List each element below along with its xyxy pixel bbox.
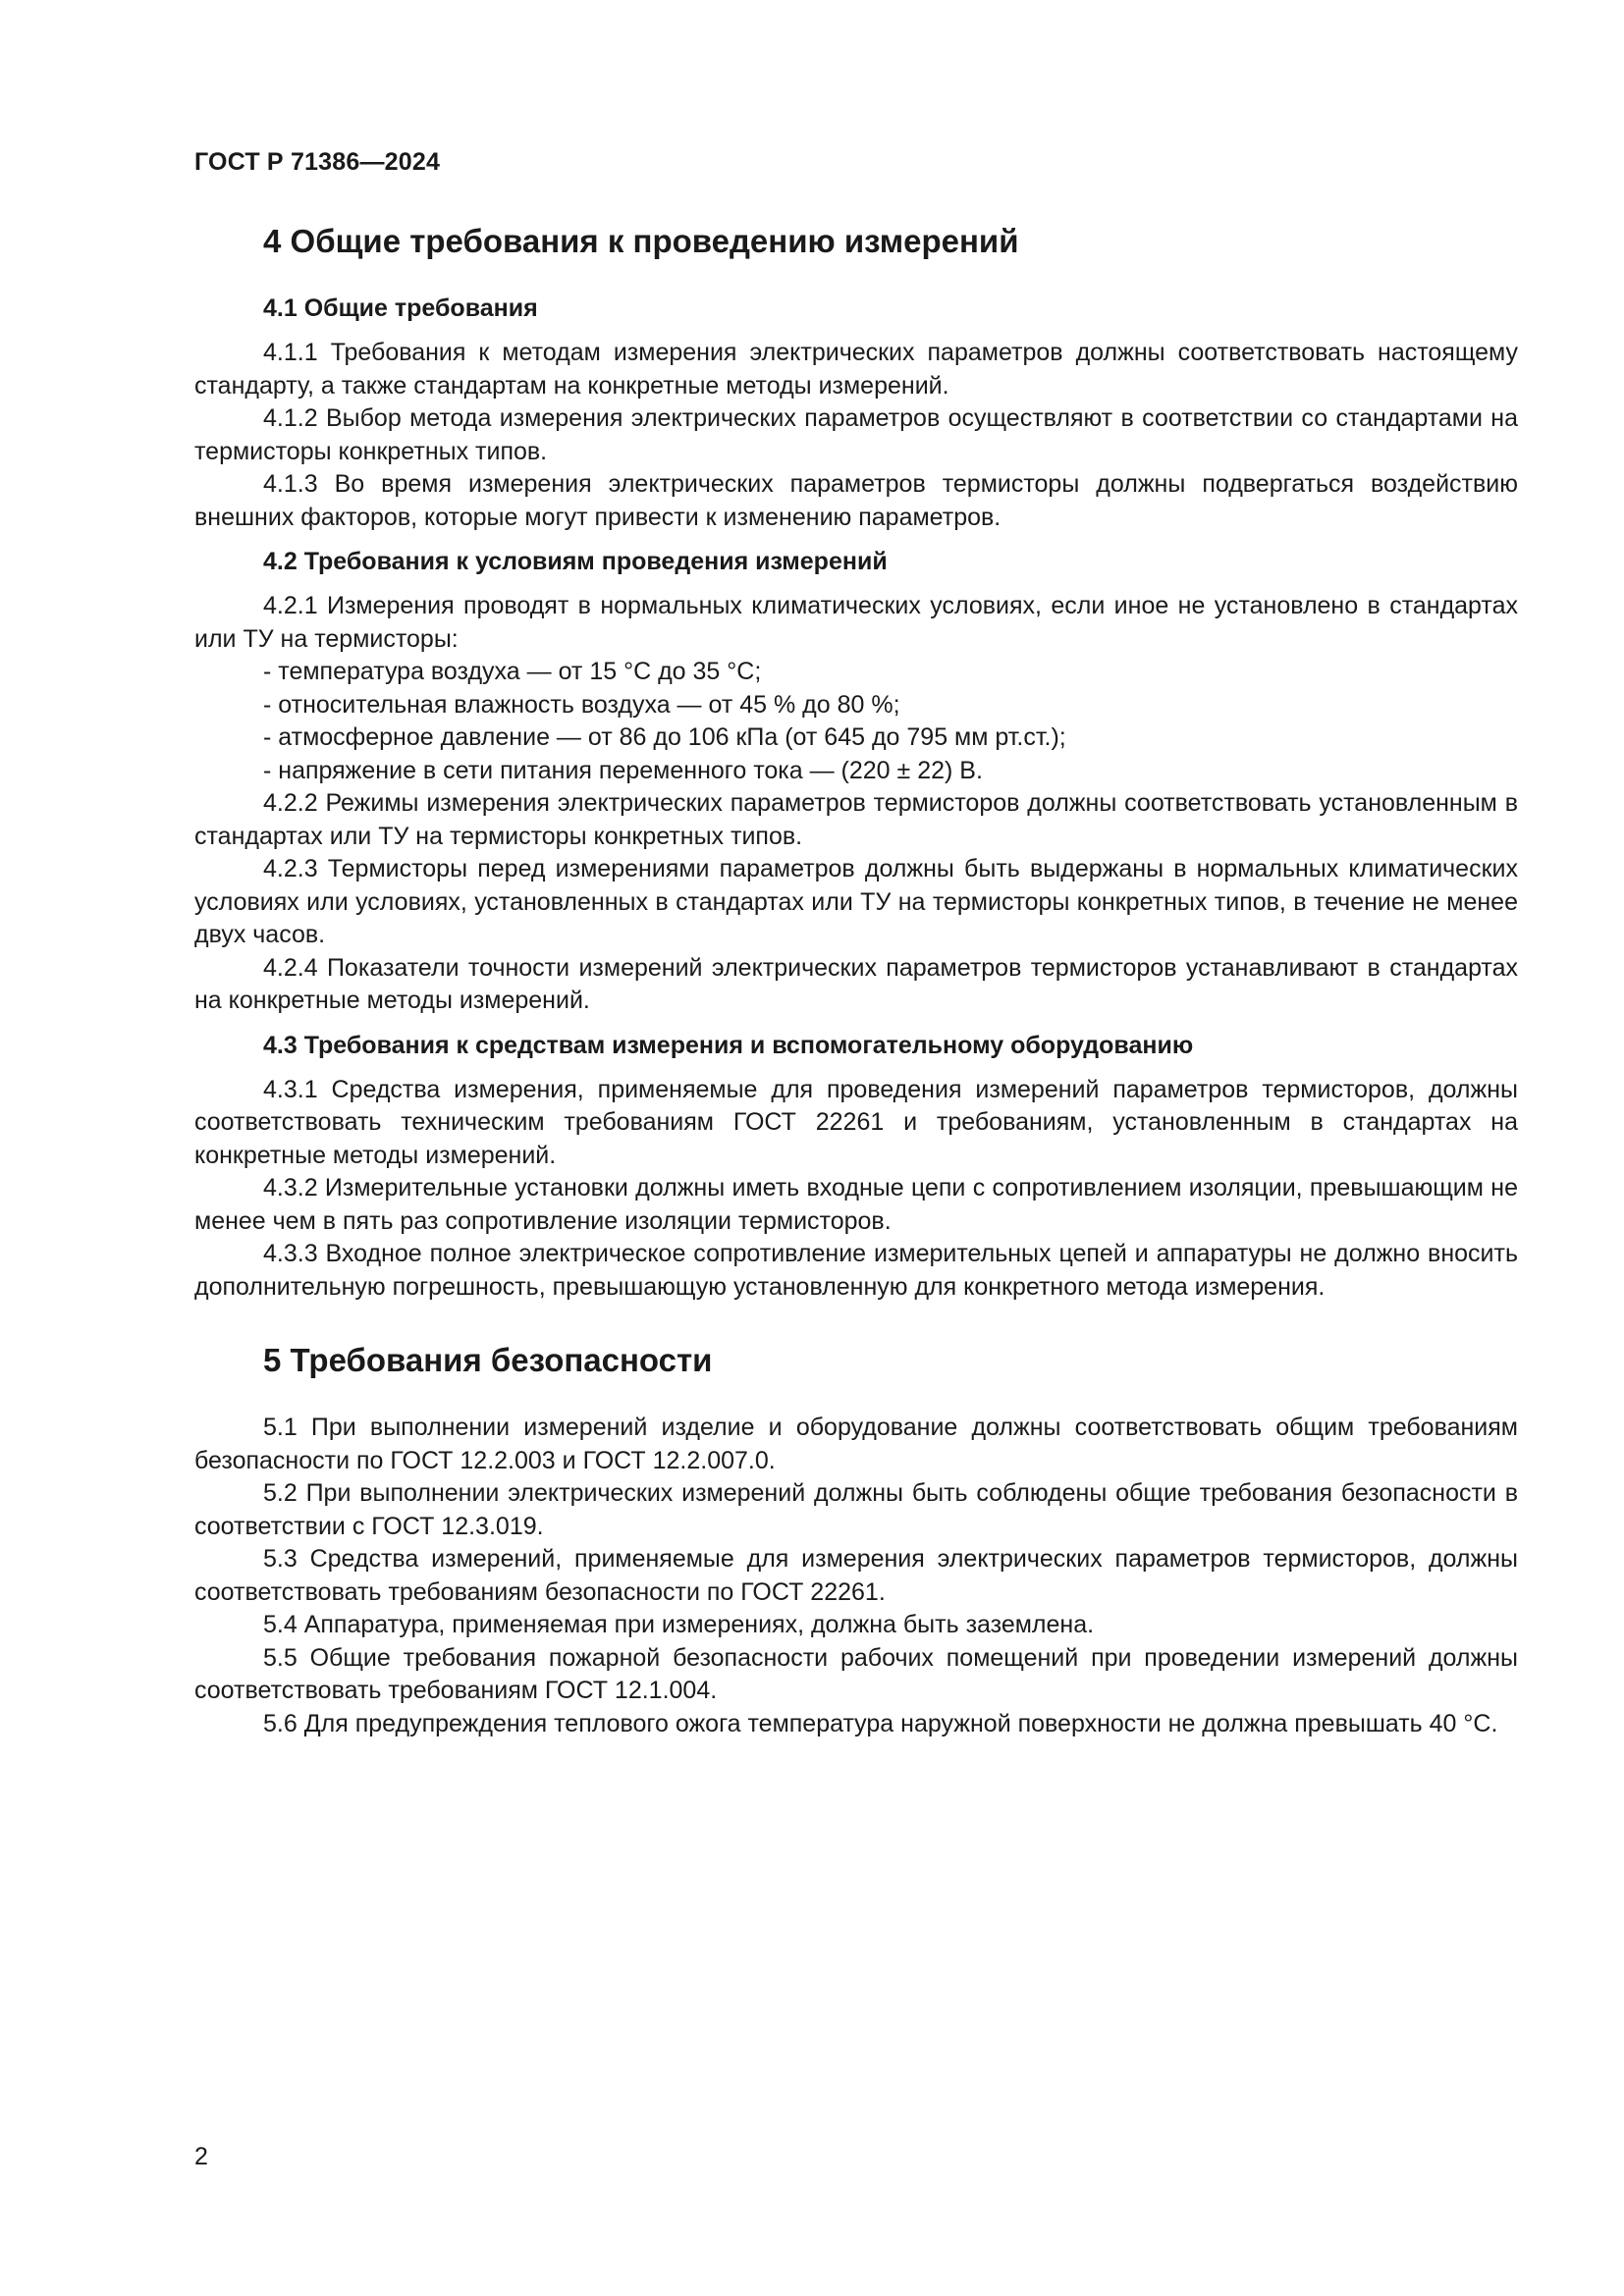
page-content — [194, 222, 1518, 1740]
paragraph-5-5: 5.5 Общие требования пожарной безопасности рабочих помещений при проведении измерений должны соответствовать требованиям ГОСТ 12.1.004. — [194, 1643, 1518, 1704]
paragraph-5-1: 5.1 При выполнении измерений изделие и оборудование должны соответствовать общим требованиям безопасности по ГОСТ 12.2.003 и ГОСТ 12.2.007.0. — [194, 1414, 1518, 1474]
section-5-heading: 5 Требования безопасности — [263, 1342, 713, 1378]
section-4-heading: 4 Общие требования к проведению измерений — [263, 223, 1019, 259]
paragraph-5-6: 5.6 Для предупреждения теплового ожога температура наружной поверхности не должна превышать 40 °С. — [263, 1709, 1498, 1737]
paragraph-4-3-2: 4.3.2 Измерительные установки должны иметь входные цепи с сопротивлением изоляции, превышающим не менее чем в пять раз сопротивление изоляции термисторов. — [194, 1174, 1518, 1235]
list-item-air-temperature: - температура воздуха — от 15 °С до 35 °С; — [263, 658, 762, 685]
paragraph-4-3-1: 4.3.1 Средства измерения, применяемые для проведения измерений параметров термисторов, должны соответствовать техническим требованиям ГОСТ 22261 и требованиям, установленным в стандартах на конкретные методы измерений. — [194, 1075, 1518, 1169]
paragraph-4-2-3: 4.2.3 Термисторы перед измерениями параметров должны быть выдержаны в нормальных климатических условиях или условиях, установленных в стандартах или ТУ на термисторы конкретных типов, в течение не менее двух часов. — [194, 855, 1518, 948]
subsection-4-3-heading: 4.3 Требования к средствам измерения и вспомогательному оборудованию — [263, 1031, 1194, 1059]
subsection-4-1-heading: 4.1 Общие требования — [263, 294, 538, 322]
paragraph-4-2-4: 4.2.4 Показатели точности измерений электрических параметров термисторов устанавливают в стандартах на конкретные методы измерений. — [194, 953, 1518, 1014]
paragraph-4-2-1: 4.2.1 Измерения проводят в нормальных климатических условиях, если иное не установлено в стандартах или ТУ на термисторы: — [194, 592, 1518, 653]
list-item-voltage: - напряжение в сети питания переменного тока — (220 ± 22) В. — [263, 756, 983, 784]
paragraph-5-2: 5.2 При выполнении электрических измерений должны быть соблюдены общие требования безопасности в соответствии с ГОСТ 12.3.019. — [194, 1479, 1518, 1540]
paragraph-4-3-3: 4.3.3 Входное полное электрическое сопротивление измерительных цепей и аппаратуры не должно вносить дополнительную погрешность, превышающую установленную для конкретного метода измерения. — [194, 1240, 1518, 1301]
list-item-humidity: - относительная влажность воздуха — от 45 % до 80 %; — [263, 690, 900, 719]
paragraph-4-1-1: 4.1.1 Требования к методам измерения электрических параметров должны соответствовать настоящему стандарту, а также стандартам на конкретные методы измерений. — [194, 339, 1518, 400]
list-item-pressure: - атмосферное давление — от 86 до 106 кПа (от 645 до 795 мм рт.ст.); — [263, 723, 1066, 751]
paragraph-4-1-2: 4.1.2 Выбор метода измерения электрических параметров осуществляют в соответствии со стандартами на термисторы конкретных типов. — [194, 404, 1518, 465]
subsection-4-2-heading: 4.2 Требования к условиям проведения измерений — [263, 548, 888, 575]
paragraph-5-4: 5.4 Аппаратура, применяемая при измерениях, должна быть заземлена. — [263, 1611, 1095, 1638]
document-code-header: ГОСТ Р 71386—2024 — [194, 148, 441, 176]
paragraph-4-1-3: 4.1.3 Во время измерения электрических параметров термисторы должны подвергаться воздействию внешних факторов, которые могут привести к изменению параметров. — [194, 470, 1518, 531]
paragraph-5-3: 5.3 Средства измерений, применяемые для измерения электрических параметров термисторов, должны соответствовать требованиям безопасности по ГОСТ 22261. — [194, 1545, 1518, 1606]
paragraph-4-2-2: 4.2.2 Режимы измерения электрических параметров термисторов должны соответствовать установленным в стандартах или ТУ на термисторы конкретных типов. — [194, 789, 1518, 850]
page-number: 2 — [194, 2143, 208, 2170]
